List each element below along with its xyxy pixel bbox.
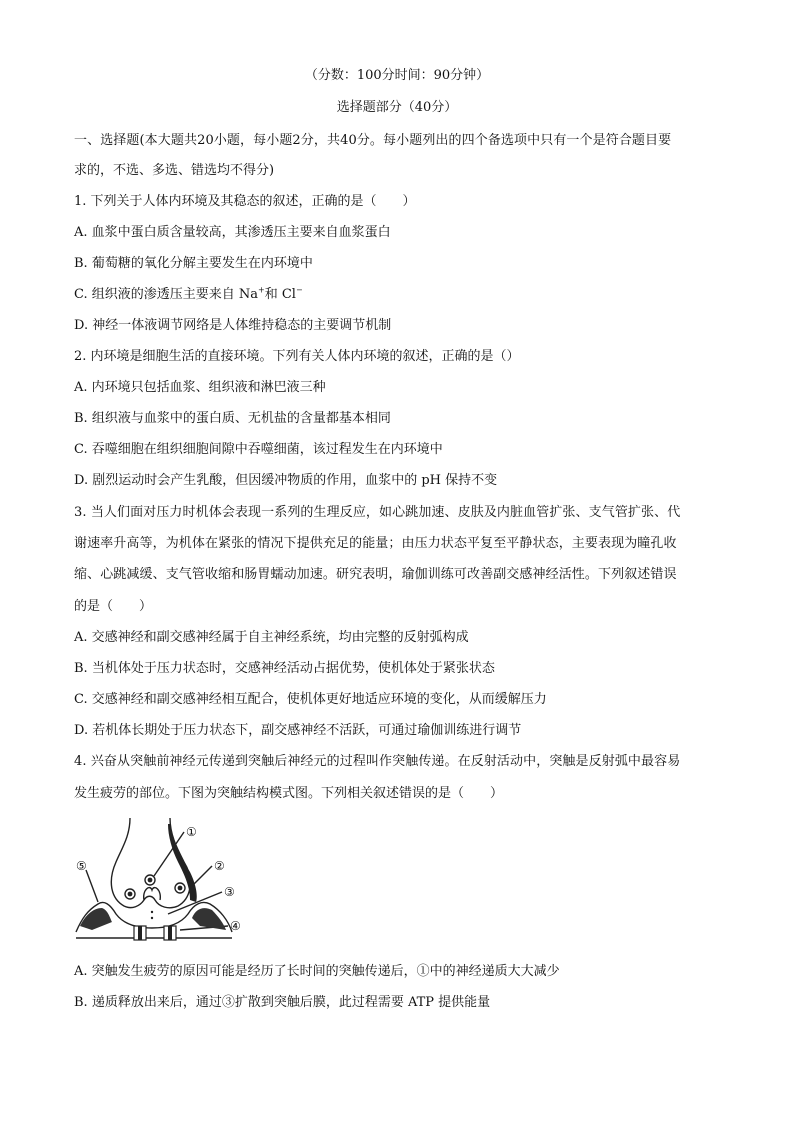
- receptor-1-bar: [138, 926, 142, 940]
- q3-stem-line-4: 的是（ ）: [74, 599, 153, 614]
- q3-stem-line-3: 缩、心跳减缓、支气管收缩和肠胃蠕动加速。研究表明，瑜伽训练可改善副交感神经活性。下列叙述错误: [74, 567, 677, 582]
- section-instruction-line-2: 求的，不选、多选、错选均不得分): [74, 163, 275, 178]
- q3-stem-line-1: 3. 当人们面对压力时机体会表现一系列的生理反应，如心跳加速、皮肤及内脏血管扩张、支气管扩张、代: [74, 505, 681, 520]
- figure-label-1: ①: [186, 825, 197, 839]
- part-title: 选择题部分（40分）: [336, 100, 458, 115]
- q1-option-c-sup-plus: +: [258, 285, 265, 295]
- section-instruction-line-1: 一、选择题(本大题共20小题，每小题2分，共40分。每小题列出的四个备选项中只有一个是符合题目要: [74, 133, 672, 148]
- q3-option-a: A. 交感神经和副交感神经属于自主神经系统，均由完整的反射弧构成: [74, 630, 469, 645]
- q3-option-b: B. 当机体处于压力状态时，交感神经活动占据优势，使机体处于紧张状态: [74, 661, 495, 676]
- q2-option-c: C. 吞噬细胞在组织细胞间隙中吞噬细菌，该过程发生在内环境中: [74, 442, 443, 457]
- q4-stem-line-2: 发生疲劳的部位。下图为突触结构模式图。下列相关叙述错误的是（ ）: [74, 786, 504, 801]
- synapse-diagram: [72, 814, 248, 952]
- q2-option-b: B. 组织液与血浆中的蛋白质、无机盐的含量都基本相同: [74, 411, 391, 426]
- figure-label-2: ②: [214, 859, 225, 873]
- q2-stem: 2. 内环境是细胞生活的直接环境。下列有关人体内环境的叙述，正确的是（）: [74, 349, 520, 364]
- postsynaptic-dark-right: [192, 908, 226, 930]
- receptor-2-bar: [168, 926, 172, 940]
- q1-option-c: [74, 285, 303, 305]
- q1-option-b: B. 葡萄糖的氧化分解主要发生在内环境中: [74, 256, 313, 271]
- vesicle-1-core: [148, 878, 153, 883]
- q3-stem-line-2: 谢速率升高等，为机体在紧张的情况下提供充足的能量；由压力状态平复至平静状态，主要表现为瞳孔收: [74, 536, 677, 551]
- figure-label-3: ③: [224, 885, 235, 899]
- vesicle-2-core: [178, 886, 183, 891]
- q1-option-c-mid: 和 Cl: [264, 287, 296, 302]
- q1-option-c-sup-minus: −: [295, 285, 303, 295]
- q4-option-a: A. 突触发生疲劳的原因可能是经历了长时间的突触传递后，①中的神经递质大大减少: [74, 964, 560, 979]
- figure-label-5: ⑤: [76, 859, 87, 873]
- q2-option-a: A. 内环境只包括血浆、组织液和淋巴液三种: [74, 380, 326, 395]
- presynaptic-membrane: [111, 818, 190, 908]
- q2-option-d: D. 剧烈运动时会产生乳酸，但因缓冲物质的作用，血浆中的 pH 保持不变: [74, 473, 498, 488]
- q4-stem-line-1: 4. 兴奋从突触前神经元传递到突触后神经元的过程叫作突触传递。在反射活动中，突触是反射弧中最容易: [74, 754, 681, 769]
- postsynaptic-dark-left: [80, 908, 112, 930]
- q1-option-c-pre: C. 组织液的渗透压主要来自 Na: [74, 287, 259, 302]
- q1-stem: 1. 下列关于人体内环境及其稳态的叙述，正确的是（ ）: [74, 194, 416, 209]
- transmitter-dot-1: [151, 911, 153, 913]
- q4-option-b: B. 递质释放出来后，通过③扩散到突触后膜，此过程需要 ATP 提供能量: [74, 995, 491, 1010]
- leader-line-5: [86, 870, 98, 902]
- q3-option-d: D. 若机体长期处于压力状态下，副交感神经不活跃，可通过瑜伽训练进行调节: [74, 723, 522, 738]
- transmitter-dot-2: [151, 917, 153, 919]
- q1-option-a: A. 血浆中蛋白质含量较高，其渗透压主要来自血浆蛋白: [74, 225, 391, 240]
- q1-option-d: D. 神经一体液调节网络是人体维持稳态的主要调节机制: [74, 318, 392, 333]
- figure-label-4: ④: [230, 919, 241, 933]
- q3-option-c: C. 交感神经和副交感神经相互配合，使机体更好地适应环境的变化，从而缓解压力: [74, 692, 547, 707]
- vesicle-3-core: [128, 892, 133, 897]
- score-time-line: （分数：100分时间：90分钟）: [304, 68, 490, 83]
